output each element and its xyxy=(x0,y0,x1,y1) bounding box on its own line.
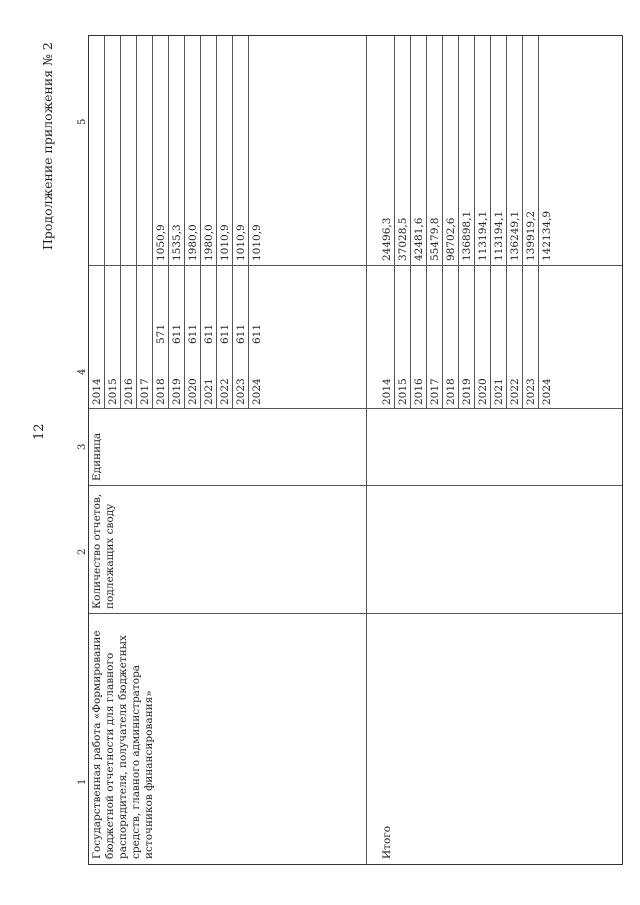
year-cell: 2023 xyxy=(235,378,247,405)
row-line xyxy=(232,36,233,409)
total-value-cell: 139919,2 xyxy=(525,210,537,261)
row-line xyxy=(216,36,217,409)
value-cell: 1980,0 xyxy=(187,224,199,261)
year-cell: 2024 xyxy=(251,378,263,405)
value-cell: 1010,9 xyxy=(219,224,231,261)
column-number-3: 3 xyxy=(77,443,88,450)
value-cell: 1050,9 xyxy=(155,224,167,261)
year-cell: 2015 xyxy=(397,378,409,405)
value-cell: 1980,0 xyxy=(203,224,215,261)
total-value-cell: 37028,5 xyxy=(397,217,409,261)
total-value-cell: 98702,6 xyxy=(445,217,457,261)
year-cell: 2014 xyxy=(381,378,393,405)
year-cell: 2016 xyxy=(123,378,135,405)
year-cell: 2017 xyxy=(429,378,441,405)
row-line xyxy=(184,36,185,409)
column-number-4: 4 xyxy=(77,368,88,375)
count-cell: 611 xyxy=(235,323,247,344)
year-cell: 2021 xyxy=(493,378,505,405)
row-line xyxy=(442,36,443,409)
year-cell: 2023 xyxy=(525,378,537,405)
year-cell: 2022 xyxy=(219,378,231,405)
year-cell: 2016 xyxy=(413,378,425,405)
year-cell: 2022 xyxy=(509,378,521,405)
total-label: Итого xyxy=(381,825,393,859)
appendix-continuation-note: Продолжение приложения № 2 xyxy=(40,42,55,250)
row-line xyxy=(474,36,475,409)
count-cell: 571 xyxy=(155,323,167,344)
count-cell: 611 xyxy=(171,323,183,344)
year-cell: 2018 xyxy=(445,378,457,405)
row-line xyxy=(538,36,539,409)
value-cell: 1535,3 xyxy=(171,224,183,261)
row-line xyxy=(490,36,491,409)
total-value-cell: 113194,1 xyxy=(493,210,505,261)
row-line xyxy=(506,36,507,409)
appendix-table xyxy=(88,35,623,865)
page-number: 12 xyxy=(32,423,47,440)
year-cell: 2014 xyxy=(91,378,103,405)
column-number-row xyxy=(78,35,88,865)
year-cell: 2024 xyxy=(541,378,553,405)
row-line xyxy=(120,36,121,409)
total-value-cell: 136249,1 xyxy=(509,210,521,261)
row-line xyxy=(136,36,137,409)
total-value-cell: 24496,3 xyxy=(381,217,393,261)
year-cell: 2015 xyxy=(107,378,119,405)
rotated-table-page xyxy=(78,35,623,865)
indicator-cell: Количество отчетов, подлежащих своду xyxy=(91,493,116,609)
row-line xyxy=(168,36,169,409)
divider xyxy=(89,485,622,486)
row-line xyxy=(104,36,105,409)
year-cell: 2018 xyxy=(155,378,167,405)
year-cell: 2020 xyxy=(477,378,489,405)
total-value-cell: 113194,1 xyxy=(477,210,489,261)
row-line xyxy=(248,36,249,409)
row-line xyxy=(394,36,395,409)
value-cell: 1010,9 xyxy=(251,224,263,261)
row-line xyxy=(200,36,201,409)
divider xyxy=(89,613,622,614)
row-line xyxy=(410,36,411,409)
row-line xyxy=(522,36,523,409)
row-line xyxy=(152,36,153,409)
year-cell: 2019 xyxy=(171,378,183,405)
year-cell: 2019 xyxy=(461,378,473,405)
row-line xyxy=(426,36,427,409)
year-cell: 2017 xyxy=(139,378,151,405)
count-cell: 611 xyxy=(203,323,215,344)
total-value-cell: 142134,9 xyxy=(541,210,553,261)
count-cell: 611 xyxy=(251,323,263,344)
value-cell: 1010,9 xyxy=(235,224,247,261)
total-value-cell: 55479,8 xyxy=(429,217,441,261)
work-name-cell: Государственная работа «Формирование бюджетной отчетности для главного распорядителя, получателя бюджетных средств, главного администратора источников финансирования» xyxy=(91,630,155,859)
column-number-2: 2 xyxy=(77,548,88,555)
column-number-5: 5 xyxy=(77,118,88,125)
year-cell: 2021 xyxy=(203,378,215,405)
year-cell: 2020 xyxy=(187,378,199,405)
total-value-cell: 42481,6 xyxy=(413,217,425,261)
total-value-cell: 136898,1 xyxy=(461,210,473,261)
row-line xyxy=(458,36,459,409)
column-number-1: 1 xyxy=(77,778,88,785)
count-cell: 611 xyxy=(187,323,199,344)
unit-cell: Единица xyxy=(91,432,103,481)
count-cell: 611 xyxy=(219,323,231,344)
section-divider xyxy=(366,36,367,864)
